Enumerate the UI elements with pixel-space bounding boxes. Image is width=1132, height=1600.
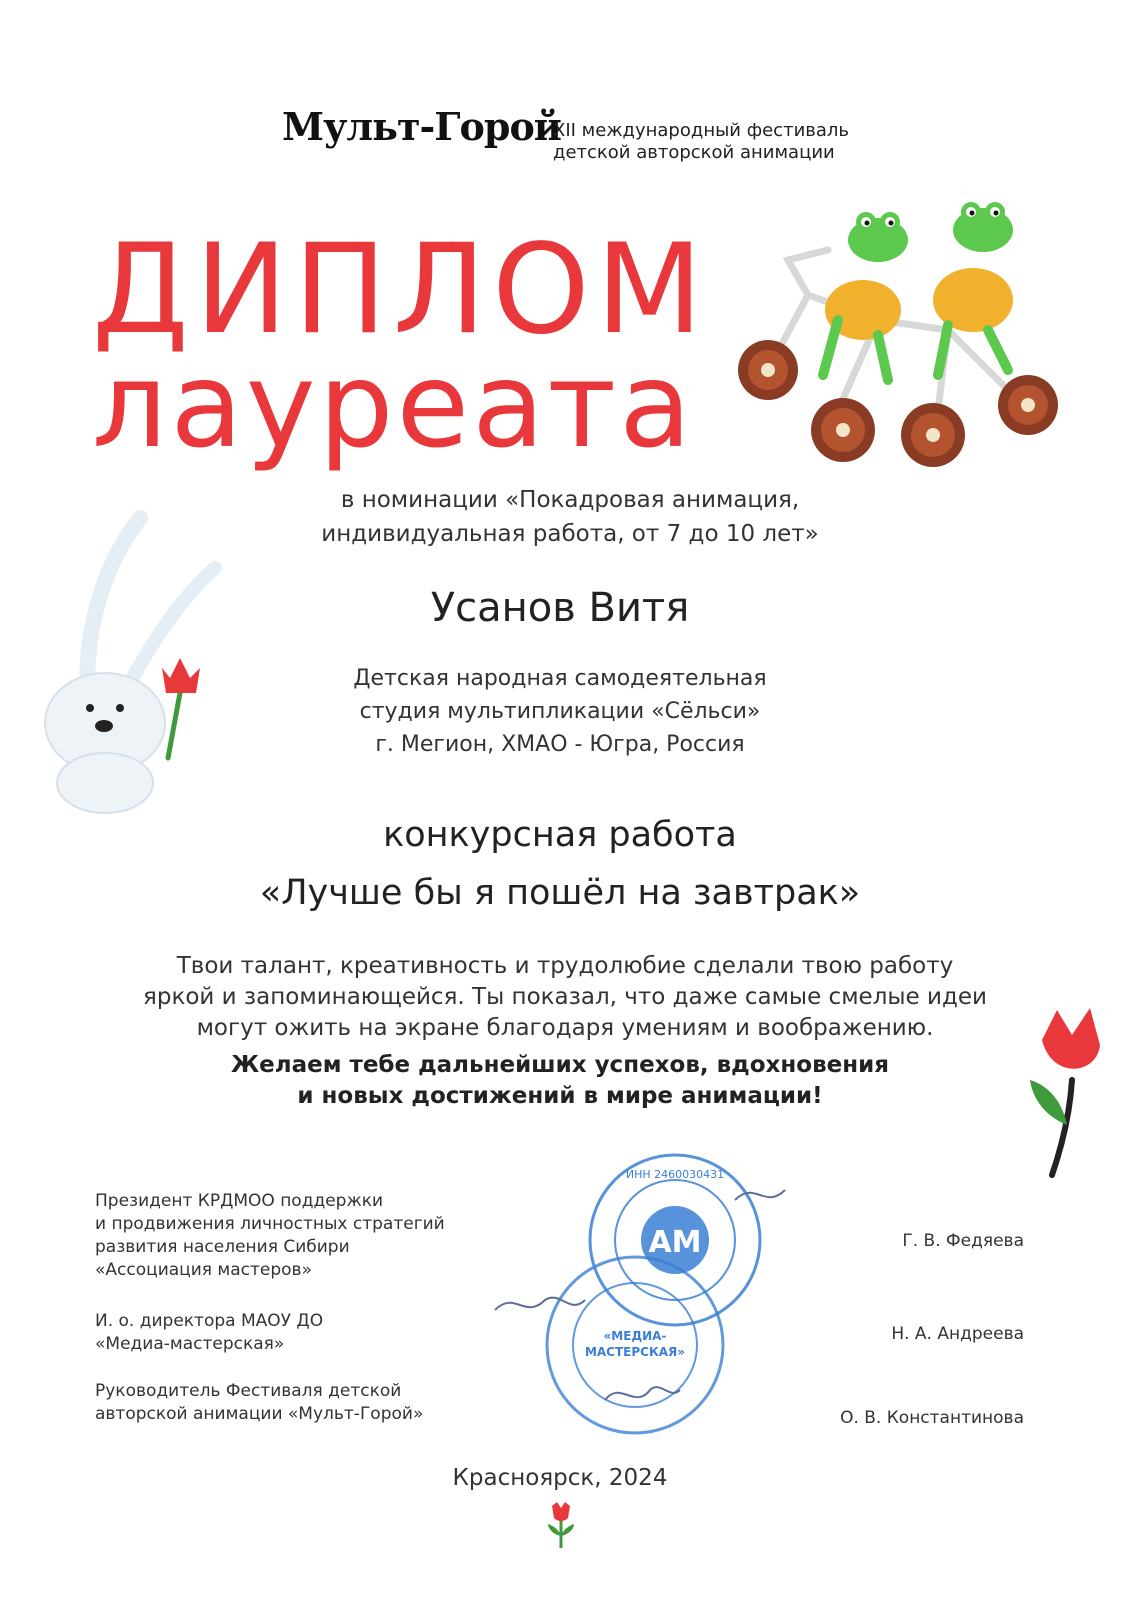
stamp-am-text: АМ	[648, 1225, 702, 1260]
title-laureate: лауреата	[92, 336, 695, 474]
message-line-3: могут ожить на экране благодаря умениям и воображению.	[196, 1015, 934, 1041]
bicycle-wheel-icon	[738, 340, 798, 400]
competition-work	[80, 806, 1040, 922]
festival-line-1: XII международный фестиваль	[553, 120, 850, 141]
wish-line-1: Желаем тебе дальнейших успехов, вдохновения	[230, 1052, 890, 1078]
work-title: «Лучше бы я пошёл на завтрак»	[259, 873, 861, 913]
role-line: развития населения Сибири	[95, 1237, 350, 1257]
place-and-year: Красноярск, 2024	[452, 1465, 668, 1491]
role-line: «Ассоциация мастеров»	[95, 1260, 312, 1280]
tulip-icon	[544, 1500, 578, 1550]
stamp-inn-text: ИНН 2460030431	[625, 1168, 725, 1181]
studio-line-1: Детская народная самодеятельная	[353, 666, 767, 691]
work-label: конкурсная работа	[383, 815, 737, 855]
signatory-role-3	[95, 1380, 495, 1426]
frogs-bicycle-illustration	[728, 200, 1068, 480]
logo-text: Мульт-Горой	[282, 104, 561, 149]
title-diploma: ДИПЛОМ	[92, 218, 709, 362]
nomination-line-2: индивидуальная работа, от 7 до 10 лет»	[321, 521, 819, 547]
festival-logo	[282, 104, 561, 164]
message-line-1: Твои талант, креативность и трудолюбие сделали твою работу	[176, 953, 954, 979]
role-line: и продвижения личностных стратегий	[95, 1214, 445, 1234]
studio-info	[200, 662, 920, 761]
congratulation-message	[90, 951, 1040, 1044]
role-line: авторской анимации «Мульт-Горой»	[95, 1404, 424, 1424]
studio-location: г. Мегион, ХМАО - Югра, Россия	[375, 732, 745, 757]
festival-line-2: детской авторской анимации	[553, 142, 835, 163]
message-line-2: яркой и запоминающейся. Ты показал, что даже самые смелые идеи	[143, 984, 987, 1010]
wish-message	[150, 1050, 970, 1112]
signatory-role-2	[95, 1310, 495, 1356]
role-line: И. о. директора МАОУ ДО	[95, 1311, 324, 1331]
frog-icon	[933, 202, 1013, 375]
studio-line-2: студия мультипликации «Сёльси»	[359, 699, 761, 724]
signatory-name-3: О. В. Константинова	[840, 1408, 1024, 1428]
association-stamp	[590, 1155, 760, 1325]
festival-caption	[553, 120, 873, 164]
signature-scribble	[735, 1190, 785, 1200]
nomination	[180, 483, 960, 551]
media-workshop-stamp	[547, 1257, 723, 1433]
rabbit-with-flower-illustration	[20, 508, 230, 818]
signatory-name-1: Г. В. Федяева	[902, 1231, 1024, 1251]
role-line: «Медиа-мастерская»	[95, 1334, 285, 1354]
signature-scribble	[495, 1298, 585, 1310]
signatory-name-2: Н. А. Андреева	[891, 1324, 1024, 1344]
role-line: Президент КРДМОО поддержки	[95, 1191, 384, 1211]
tulip-icon	[1012, 1000, 1122, 1180]
signatory-role-1	[95, 1190, 495, 1282]
stamp-media-line-2: МАСТЕРСКАЯ»	[584, 1345, 686, 1359]
laureate-name: Усанов Витя	[430, 585, 690, 631]
role-line: Руководитель Фестиваля детской	[95, 1381, 402, 1401]
nomination-line-1: в номинации «Покадровая анимация,	[340, 487, 800, 513]
stamp-media-line-1: «МЕДИА-	[603, 1329, 667, 1343]
official-stamps	[485, 1140, 795, 1460]
tulip-icon	[162, 658, 200, 693]
wish-line-2: и новых достижений в мире анимации!	[297, 1083, 823, 1109]
